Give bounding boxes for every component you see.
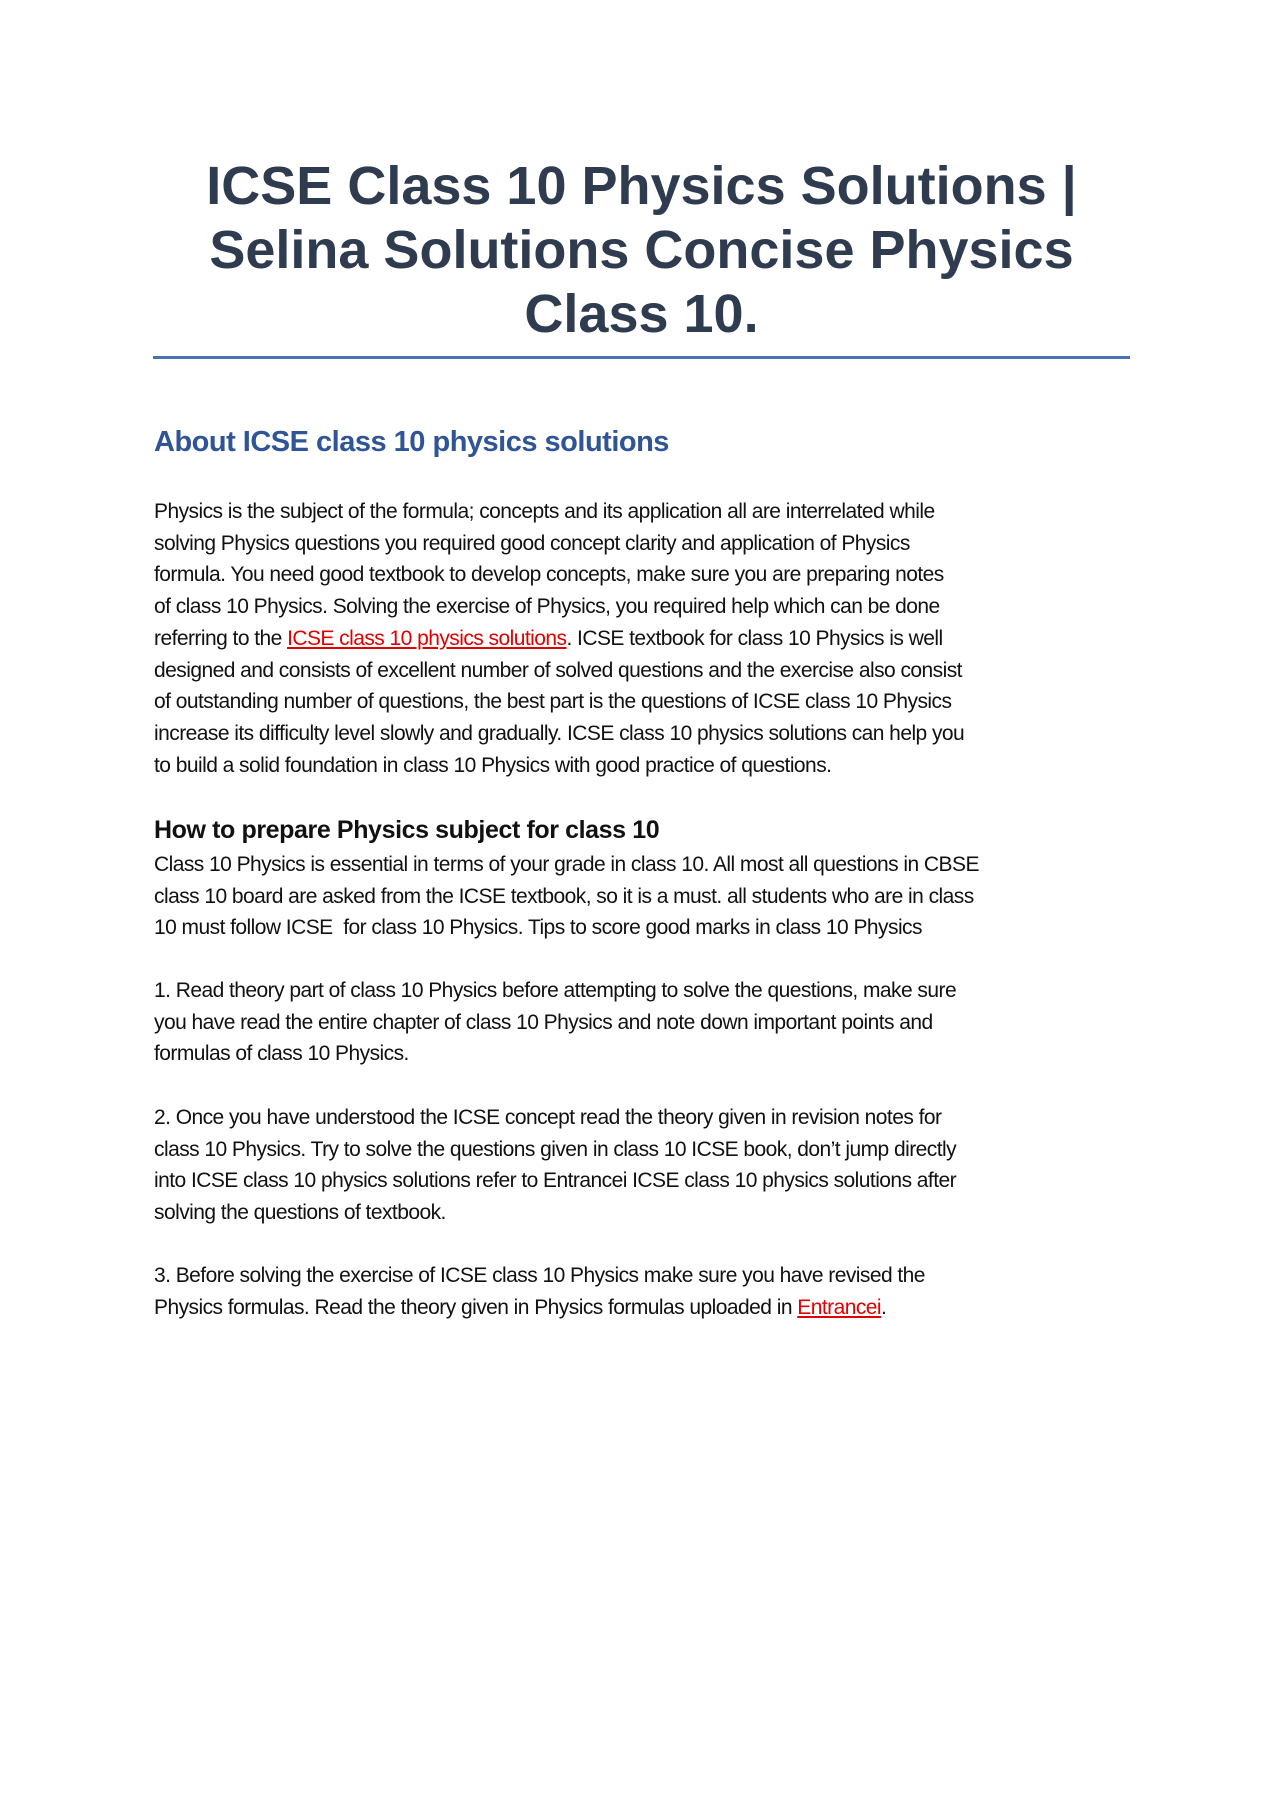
entrancei-link[interactable]: Entrancei (797, 1295, 882, 1319)
text-segment: . (881, 1295, 887, 1319)
text-line: of outstanding number of questions, the best part is the questions of ICSE class 10 Physics (154, 690, 952, 714)
text-line: formula. You need good textbook to develop concepts, make sure you are preparing notes (154, 563, 944, 587)
text-line: formulas of class 10 Physics. (154, 1042, 409, 1066)
text-segment: Physics formulas. Read the theory given in Physics formulas uploaded in (154, 1295, 798, 1319)
text-line: 1. Read theory part of class 10 Physics before attempting to solve the questions, make sure (154, 979, 957, 1002)
text-line: class 10 Physics. Try to solve the questions given in class 10 ICSE book, don’t jump directly (154, 1137, 957, 1161)
text-line: solving Physics questions you required good concept clarity and application of Physics (154, 531, 910, 555)
text-line: designed and consists of excellent number of solved questions and the exercise also consist (154, 658, 962, 682)
prepare-intro (154, 849, 1144, 944)
solutions-link[interactable]: ICSE class 10 physics solutions (287, 626, 567, 650)
title-divider (153, 356, 1130, 359)
about-paragraph (154, 496, 1144, 781)
text-line: increase its difficulty level slowly and gradually. ICSE class 10 physics solutions can help you (154, 721, 965, 745)
text-line (154, 623, 1144, 655)
text-line: to build a solid foundation in class 10 Physics with good practice of questions. (154, 753, 832, 777)
text-line (154, 1292, 1144, 1324)
title-line: Selina Solutions Concise Physics (209, 220, 1074, 280)
text-segment: referring to the (154, 626, 288, 650)
text-line: 10 must follow ICSE for class 10 Physics. Tips to score good marks in class 10 Physics (154, 916, 922, 940)
page-title (153, 154, 1130, 346)
text-line: solving the questions of textbook. (154, 1201, 446, 1225)
text-segment: . ICSE textbook for class 10 Physics is well (566, 626, 943, 650)
text-line: of class 10 Physics. Solving the exercise of Physics, you required help which can be done (154, 595, 940, 619)
text-line: you have read the entire chapter of class 10 Physics and note down important points and (154, 1010, 933, 1034)
text-line: Physics is the subject of the formula; concepts and its application all are interrelated while (154, 500, 935, 523)
section-heading-prepare: How to prepare Physics subject for class 10 (154, 816, 660, 844)
tip-item-2 (154, 1102, 1144, 1229)
text-line: 3. Before solving the exercise of ICSE class 10 Physics make sure you have revised the (154, 1264, 925, 1287)
section-heading-about: About ICSE class 10 physics solutions (154, 426, 669, 458)
text-line: class 10 board are asked from the ICSE textbook, so it is a must. all students who are in class (154, 884, 974, 908)
title-line: ICSE Class 10 Physics Solutions | (206, 156, 1077, 216)
text-line: Class 10 Physics is essential in terms of your grade in class 10. All most all questions in CBSE (154, 853, 979, 876)
tip-item-3 (154, 1260, 1144, 1323)
tip-item-1 (154, 975, 1144, 1070)
title-line: Class 10. (524, 284, 759, 344)
text-line: into ICSE class 10 physics solutions refer to Entrancei ICSE class 10 physics solutions after (154, 1169, 957, 1193)
text-line: 2. Once you have understood the ICSE concept read the theory given in revision notes for (154, 1106, 942, 1129)
